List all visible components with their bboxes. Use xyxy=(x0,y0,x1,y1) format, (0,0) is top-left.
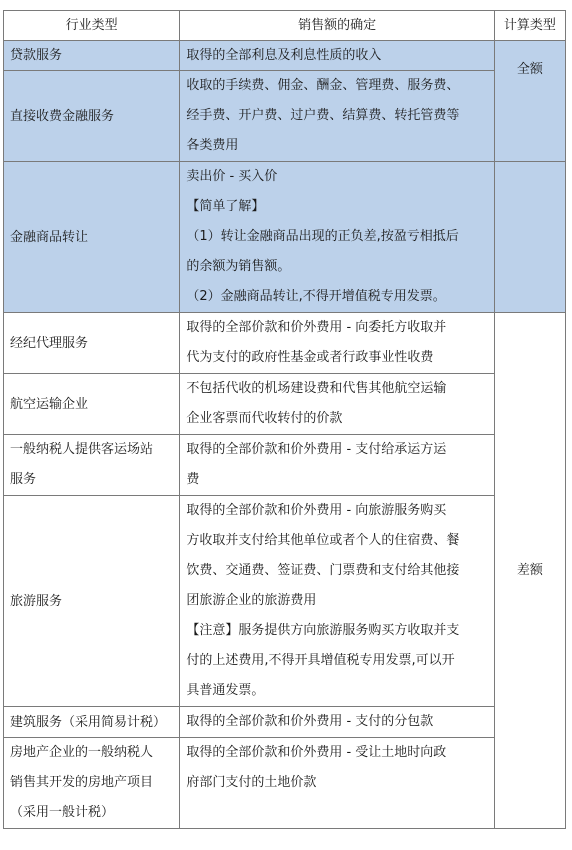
description-cell xyxy=(180,738,494,829)
description-line: 具普通发票。 xyxy=(186,683,265,698)
table-row xyxy=(4,374,566,435)
calc-type-full: 全额 xyxy=(494,41,565,162)
industry-cell: 航空运输企业 xyxy=(4,374,180,435)
description-line: 费 xyxy=(186,472,200,487)
industry-line: 一般纳税人提供客运场站 xyxy=(10,442,154,457)
description-line: （1）转让金融商品出现的正负差,按盈亏相抵后 xyxy=(186,229,459,244)
table-row xyxy=(4,435,566,496)
header-sales-determination: 销售额的确定 xyxy=(180,11,494,41)
description-cell xyxy=(180,162,494,313)
industry-cell: 贷款服务 xyxy=(4,41,180,71)
table-row xyxy=(4,313,566,374)
description-cell xyxy=(180,374,494,435)
description-line: 取得的全部价款和价外费用 - 向委托方收取并 xyxy=(186,320,447,335)
description-line: 代为支付的政府性基金或者行政事业性收费 xyxy=(186,350,434,365)
table-row xyxy=(4,707,566,738)
table-row xyxy=(4,71,566,162)
description-cell xyxy=(180,41,494,71)
description-line: 卖出价 - 买入价 xyxy=(186,169,278,184)
description-cell xyxy=(180,71,494,162)
industry-cell: 金融商品转让 xyxy=(4,162,180,313)
table-row xyxy=(4,162,566,313)
calc-type-diff: 差额 xyxy=(494,313,565,829)
description-line: 取得的全部价款和价外费用 - 向旅游服务购买 xyxy=(186,503,447,518)
description-line: （2）金融商品转让,不得开增值税专用发票。 xyxy=(186,289,446,304)
header-row xyxy=(4,11,566,41)
industry-cell: 旅游服务 xyxy=(4,496,180,707)
sales-determination-table xyxy=(3,10,566,829)
description-line: 【注意】服务提供方向旅游服务购买方收取并支 xyxy=(186,623,460,638)
description-line: 经手费、开户费、过户费、结算费、转托管费等 xyxy=(186,108,460,123)
calc-type-cell xyxy=(494,162,565,313)
table-row xyxy=(4,738,566,829)
table-row xyxy=(4,496,566,707)
description-line: 收取的手续费、佣金、酬金、管理费、服务费、 xyxy=(186,78,460,93)
table-row xyxy=(4,41,566,71)
industry-line: 房地产企业的一般纳税人 xyxy=(10,745,154,760)
description-line: 【简单了解】 xyxy=(186,199,265,214)
description-line: 取得的全部利息及利息性质的收入 xyxy=(186,47,382,63)
industry-cell: 直接收费金融服务 xyxy=(4,71,180,162)
description-line: 取得的全部价款和价外费用 - 支付给承运方运 xyxy=(186,442,447,457)
description-line: 企业客票而代收转付的价款 xyxy=(186,411,343,426)
description-line: 方收取并支付给其他单位或者个人的住宿费、餐 xyxy=(186,533,460,548)
industry-cell xyxy=(4,738,180,829)
description-line: 取得的全部价款和价外费用 - 受让土地时向政 xyxy=(186,745,447,760)
industry-line: （采用一般计税） xyxy=(10,805,115,820)
description-line: 府部门支付的土地价款 xyxy=(186,775,317,790)
industry-cell xyxy=(4,435,180,496)
header-calc-type: 计算类型 xyxy=(494,11,565,41)
description-cell xyxy=(180,707,494,738)
description-line: 的余额为销售额。 xyxy=(186,259,291,274)
description-line: 付的上述费用,不得开具增值税专用发票,可以开 xyxy=(186,653,455,668)
industry-line: 服务 xyxy=(10,472,37,487)
description-line: 取得的全部价款和价外费用 - 支付的分包款 xyxy=(186,714,434,729)
description-cell xyxy=(180,496,494,707)
description-line: 饮费、交通费、签证费、门票费和支付给其他接 xyxy=(186,563,460,578)
industry-cell: 经纪代理服务 xyxy=(4,313,180,374)
description-line: 各类费用 xyxy=(186,138,239,153)
industry-cell: 建筑服务（采用简易计税） xyxy=(4,707,180,738)
industry-line: 销售其开发的房地产项目 xyxy=(10,775,154,790)
description-cell xyxy=(180,313,494,374)
description-cell xyxy=(180,435,494,496)
description-line: 不包括代收的机场建设费和代售其他航空运输 xyxy=(186,381,447,396)
description-line: 团旅游企业的旅游费用 xyxy=(186,593,317,608)
header-industry: 行业类型 xyxy=(4,11,180,41)
